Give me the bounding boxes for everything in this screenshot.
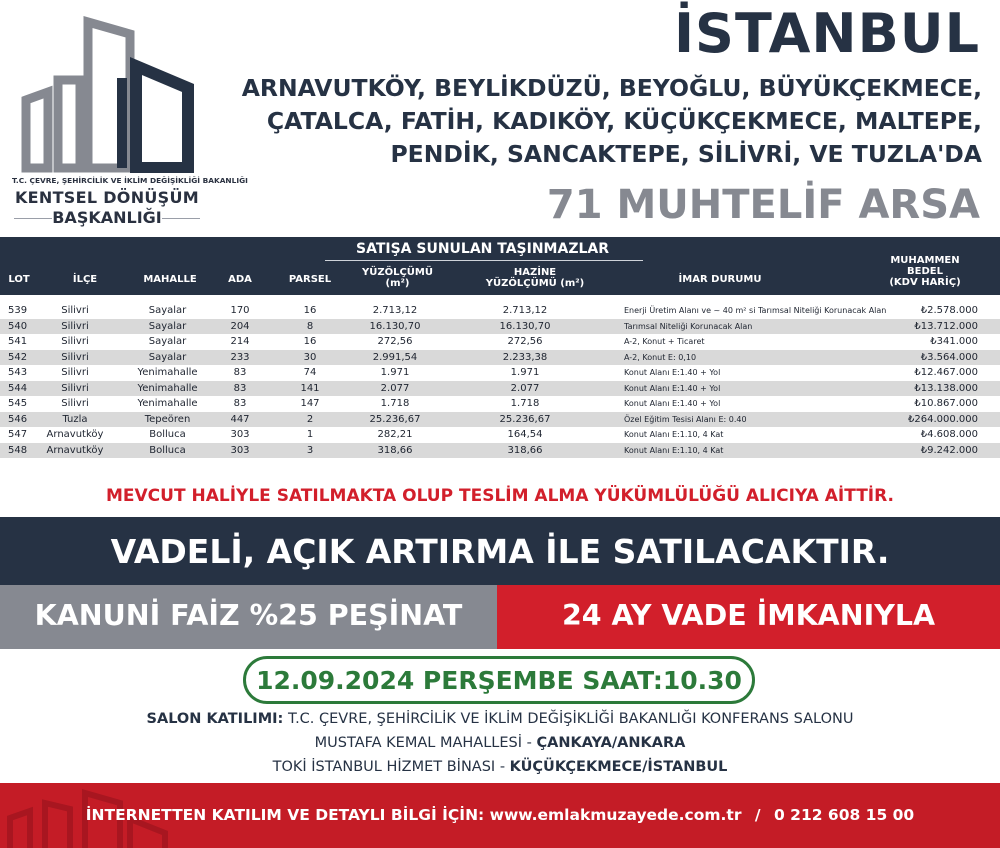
header-bedel-line1: MUHAMMEN xyxy=(890,255,960,266)
cell-lot: 545 xyxy=(8,398,28,409)
cell-bedel: ₺9.242.000 xyxy=(920,444,978,456)
cell-yuzolcumu: 1.718 xyxy=(380,398,410,409)
districts-list xyxy=(222,72,982,171)
cell-imar: A-2, Konut + Ticaret xyxy=(624,337,705,346)
cell-yuzolcumu: 2.713,12 xyxy=(372,305,418,316)
lot-count: 71 xyxy=(546,182,603,228)
cell-lot: 541 xyxy=(8,336,28,347)
cell-ada: 170 xyxy=(230,305,250,316)
venue-text-3a: TOKİ İSTANBUL HİZMET BİNASI - xyxy=(272,759,510,775)
cell-mahalle: Yenimahalle xyxy=(137,398,198,409)
cell-parsel: 147 xyxy=(300,398,320,409)
table-row xyxy=(0,412,1000,428)
cell-mahalle: Bolluca xyxy=(149,444,186,456)
logo-name-line2: BAŞKANLIĞI xyxy=(52,208,162,227)
logo-ministry-text: T.C. ÇEVRE, ŞEHİRCİLİK VE İKLİM DEĞİŞİKLİĞİ BAKANLIĞI xyxy=(12,176,248,185)
cell-lot: 540 xyxy=(8,320,28,332)
header-mahalle: MAHALLE xyxy=(143,274,197,285)
cell-hazine: 164,54 xyxy=(507,429,543,440)
cell-lot: 548 xyxy=(8,444,28,456)
lot-summary-text: MUHTELİF ARSA xyxy=(616,182,980,228)
logo-divider-right xyxy=(162,218,200,219)
header-lot: LOT xyxy=(8,274,30,285)
cell-hazine: 2.233,38 xyxy=(502,351,548,363)
table-body xyxy=(0,303,1000,458)
cell-mahalle: Sayalar xyxy=(148,320,187,332)
cell-imar: Konut Alanı E:1.40 + Yol xyxy=(624,399,721,408)
cell-imar: Özel Eğitim Tesisi Alanı E: 0.40 xyxy=(624,414,747,424)
cell-ilce: Tuzla xyxy=(62,413,88,425)
districts-line: ÇATALCA, FATİH, KADIKÖY, KÜÇÜKÇEKMECE, MALTEPE, xyxy=(266,107,982,135)
header-yuzolcumu xyxy=(340,267,455,289)
cell-bedel: ₺4.608.000 xyxy=(920,429,978,440)
cell-parsel: 1 xyxy=(306,429,314,440)
delivery-notice: MEVCUT HALİYLE SATILMAKTA OLUP TESLİM ALMA YÜKÜMLÜLÜĞÜ ALICIYA AİTTİR. xyxy=(106,486,894,506)
cell-yuzolcumu: 2.077 xyxy=(380,382,410,394)
cell-ilce: Silivri xyxy=(61,320,89,332)
table-group-divider xyxy=(325,260,643,261)
cell-ilce: Silivri xyxy=(61,336,89,347)
cell-imar: Enerji Üretim Alanı ve ~ 40 m² si Tarımsal Niteliği Korunacak Alan xyxy=(624,306,887,315)
header-bedel-line2: BEDEL xyxy=(907,266,943,277)
cell-yuzolcumu: 1.971 xyxy=(380,367,410,378)
cell-parsel: 8 xyxy=(306,320,314,332)
cell-mahalle: Bolluca xyxy=(149,429,186,440)
cell-ilce: Silivri xyxy=(61,305,89,316)
cell-ilce: Arnavutköy xyxy=(46,444,104,456)
cell-hazine: 2.713,12 xyxy=(502,305,548,316)
table-row xyxy=(0,334,1000,350)
cell-ada: 83 xyxy=(233,367,247,378)
cell-mahalle: Yenimahalle xyxy=(137,367,198,378)
cell-imar: Konut Alanı E:1.40 + Yol xyxy=(624,368,721,377)
cell-ada: 303 xyxy=(230,444,250,456)
footer-label: İNTERNETTEN KATILIM VE DETAYLI BİLGİ İÇİN: xyxy=(85,806,485,824)
buildings-logo-icon xyxy=(18,8,198,173)
districts-line: PENDİK, SANCAKTEPE, SİLİVRİ, VE TUZLA'DA xyxy=(390,140,982,168)
cell-lot: 544 xyxy=(8,382,28,394)
cell-bedel: ₺3.564.000 xyxy=(920,351,978,363)
cell-hazine: 272,56 xyxy=(507,336,543,347)
cell-imar: Konut Alanı E:1.40 + Yol xyxy=(624,383,721,393)
cell-imar: Konut Alanı E:1.10, 4 Kat xyxy=(624,445,724,455)
cell-bedel: ₺341.000 xyxy=(930,336,978,347)
header-imar: İMAR DURUMU xyxy=(678,274,762,285)
table-row xyxy=(0,350,1000,366)
districts-line: ARNAVUTKÖY, BEYLİKDÜZÜ, BEYOĞLU, BÜYÜKÇEKMECE, xyxy=(241,74,982,102)
cell-mahalle: Sayalar xyxy=(148,305,187,316)
cell-lot: 546 xyxy=(8,413,28,425)
cell-imar: Konut Alanı E:1.10, 4 Kat xyxy=(624,430,724,439)
header-ada: ADA xyxy=(228,274,252,285)
terms-right-band xyxy=(497,585,1000,649)
cell-lot: 543 xyxy=(8,367,28,378)
header-yuzolcumu-line1: YÜZÖLÇÜMÜ xyxy=(361,267,433,278)
cell-lot: 542 xyxy=(8,351,28,363)
cell-bedel: ₺264.000.000 xyxy=(908,413,978,425)
header-parsel: PARSEL xyxy=(288,274,332,285)
cell-parsel: 3 xyxy=(306,444,314,456)
cell-yuzolcumu: 25.236,67 xyxy=(369,413,421,425)
cell-ada: 83 xyxy=(233,398,247,409)
venue-line-2 xyxy=(0,735,1000,751)
table-row xyxy=(0,443,1000,459)
cell-parsel: 2 xyxy=(306,413,314,425)
venue-text-2a: MUSTAFA KEMAL MAHALLESİ - xyxy=(314,735,537,751)
cell-hazine: 25.236,67 xyxy=(499,413,551,425)
cell-imar: A-2, Konut E: 0,10 xyxy=(624,352,697,362)
city-title: İSTANBUL xyxy=(673,2,980,65)
cell-lot: 539 xyxy=(8,305,28,316)
venue-text-3b: KÜÇÜKÇEKMECE/İSTANBUL xyxy=(509,759,728,775)
cell-ilce: Silivri xyxy=(61,351,89,363)
cell-ilce: Arnavutköy xyxy=(46,429,104,440)
table-header xyxy=(0,237,1000,295)
header-hazine xyxy=(460,267,610,289)
header-ilce: İLÇE xyxy=(72,274,98,285)
cell-mahalle: Sayalar xyxy=(148,351,187,363)
cell-bedel: ₺13.138.000 xyxy=(914,382,978,394)
header-hazine-line1: HAZİNE xyxy=(513,267,557,278)
header-bedel-line3: (KDV HARİÇ) xyxy=(889,277,961,288)
logo xyxy=(12,8,248,230)
lot-summary xyxy=(547,182,980,228)
cell-mahalle: Yenimahalle xyxy=(137,382,198,394)
auction-date-text: 12.09.2024 PERŞEMBE SAAT:10.30 xyxy=(256,666,742,695)
cell-parsel: 30 xyxy=(303,351,317,363)
footer-bar xyxy=(0,783,1000,848)
cell-parsel: 16 xyxy=(303,305,317,316)
header-hazine-line2: YÜZÖLÇÜMÜ (m²) xyxy=(485,278,585,289)
cell-lot: 547 xyxy=(8,429,28,440)
cell-mahalle: Tepeören xyxy=(144,413,191,425)
cell-hazine: 318,66 xyxy=(507,444,543,456)
table-group-title: SATIŞA SUNULAN TAŞINMAZLAR xyxy=(355,241,610,257)
table-row xyxy=(0,381,1000,397)
cell-ilce: Silivri xyxy=(61,382,89,394)
cell-bedel: ₺12.467.000 xyxy=(914,367,978,378)
table-row xyxy=(0,427,1000,443)
auction-date-badge xyxy=(243,656,755,704)
cell-yuzolcumu: 272,56 xyxy=(377,336,413,347)
phone-number[interactable]: 0 212 608 15 00 xyxy=(773,806,915,824)
table-row xyxy=(0,396,1000,412)
venue-text-2b: ÇANKAYA/ANKARA xyxy=(536,735,686,751)
venue-line-1 xyxy=(0,711,1000,727)
cell-mahalle: Sayalar xyxy=(148,336,187,347)
cell-yuzolcumu: 2.991,54 xyxy=(372,351,418,363)
header-yuzolcumu-line2: (m²) xyxy=(385,278,410,289)
terms-left-band xyxy=(0,585,497,649)
table-row xyxy=(0,365,1000,381)
cell-hazine: 1.971 xyxy=(510,367,540,378)
cell-ada: 83 xyxy=(233,382,247,394)
footer-separator: / xyxy=(754,806,761,824)
terms-right-text: 24 AY VADE İMKANIYLA xyxy=(561,599,936,632)
cell-parsel: 16 xyxy=(303,336,317,347)
cell-bedel: ₺13.712.000 xyxy=(914,320,978,332)
cell-ilce: Silivri xyxy=(61,367,89,378)
cell-parsel: 74 xyxy=(303,367,317,378)
sale-method-band xyxy=(0,517,1000,585)
venue-label: SALON KATILIMI: xyxy=(146,711,284,727)
cell-ilce: Silivri xyxy=(61,398,89,409)
table-row xyxy=(0,319,1000,335)
table-row xyxy=(0,303,1000,319)
venue-text-1: T.C. ÇEVRE, ŞEHİRCİLİK VE İKLİM DEĞİŞİKLİĞİ BAKANLIĞI KONFERANS SALONU xyxy=(287,711,854,727)
venue-line-3 xyxy=(0,759,1000,775)
cell-hazine: 16.130,70 xyxy=(499,320,551,332)
terms-left-text: KANUNİ FAİZ %25 PEŞİNAT xyxy=(34,599,463,632)
cell-ada: 447 xyxy=(230,413,250,425)
footer-text xyxy=(0,806,1000,824)
cell-ada: 204 xyxy=(230,320,250,332)
sale-method-text: VADELİ, AÇIK ARTIRMA İLE SATILACAKTIR. xyxy=(110,532,890,571)
cell-yuzolcumu: 318,66 xyxy=(377,444,413,456)
cell-ada: 233 xyxy=(230,351,250,363)
cell-imar: Tarımsal Niteliği Korunacak Alan xyxy=(624,321,753,331)
cell-ada: 214 xyxy=(230,336,250,347)
cell-yuzolcumu: 282,21 xyxy=(377,429,413,440)
cell-parsel: 141 xyxy=(300,382,320,394)
cell-ada: 303 xyxy=(230,429,250,440)
cell-hazine: 1.718 xyxy=(510,398,540,409)
website-link[interactable]: www.emlakmuzayede.com.tr xyxy=(489,806,742,824)
cell-bedel: ₺10.867.000 xyxy=(914,398,978,409)
header-bedel xyxy=(860,255,990,288)
logo-name-line1: KENTSEL DÖNÜŞÜM xyxy=(14,188,200,207)
cell-hazine: 2.077 xyxy=(510,382,540,394)
cell-bedel: ₺2.578.000 xyxy=(920,305,978,316)
cell-yuzolcumu: 16.130,70 xyxy=(369,320,421,332)
